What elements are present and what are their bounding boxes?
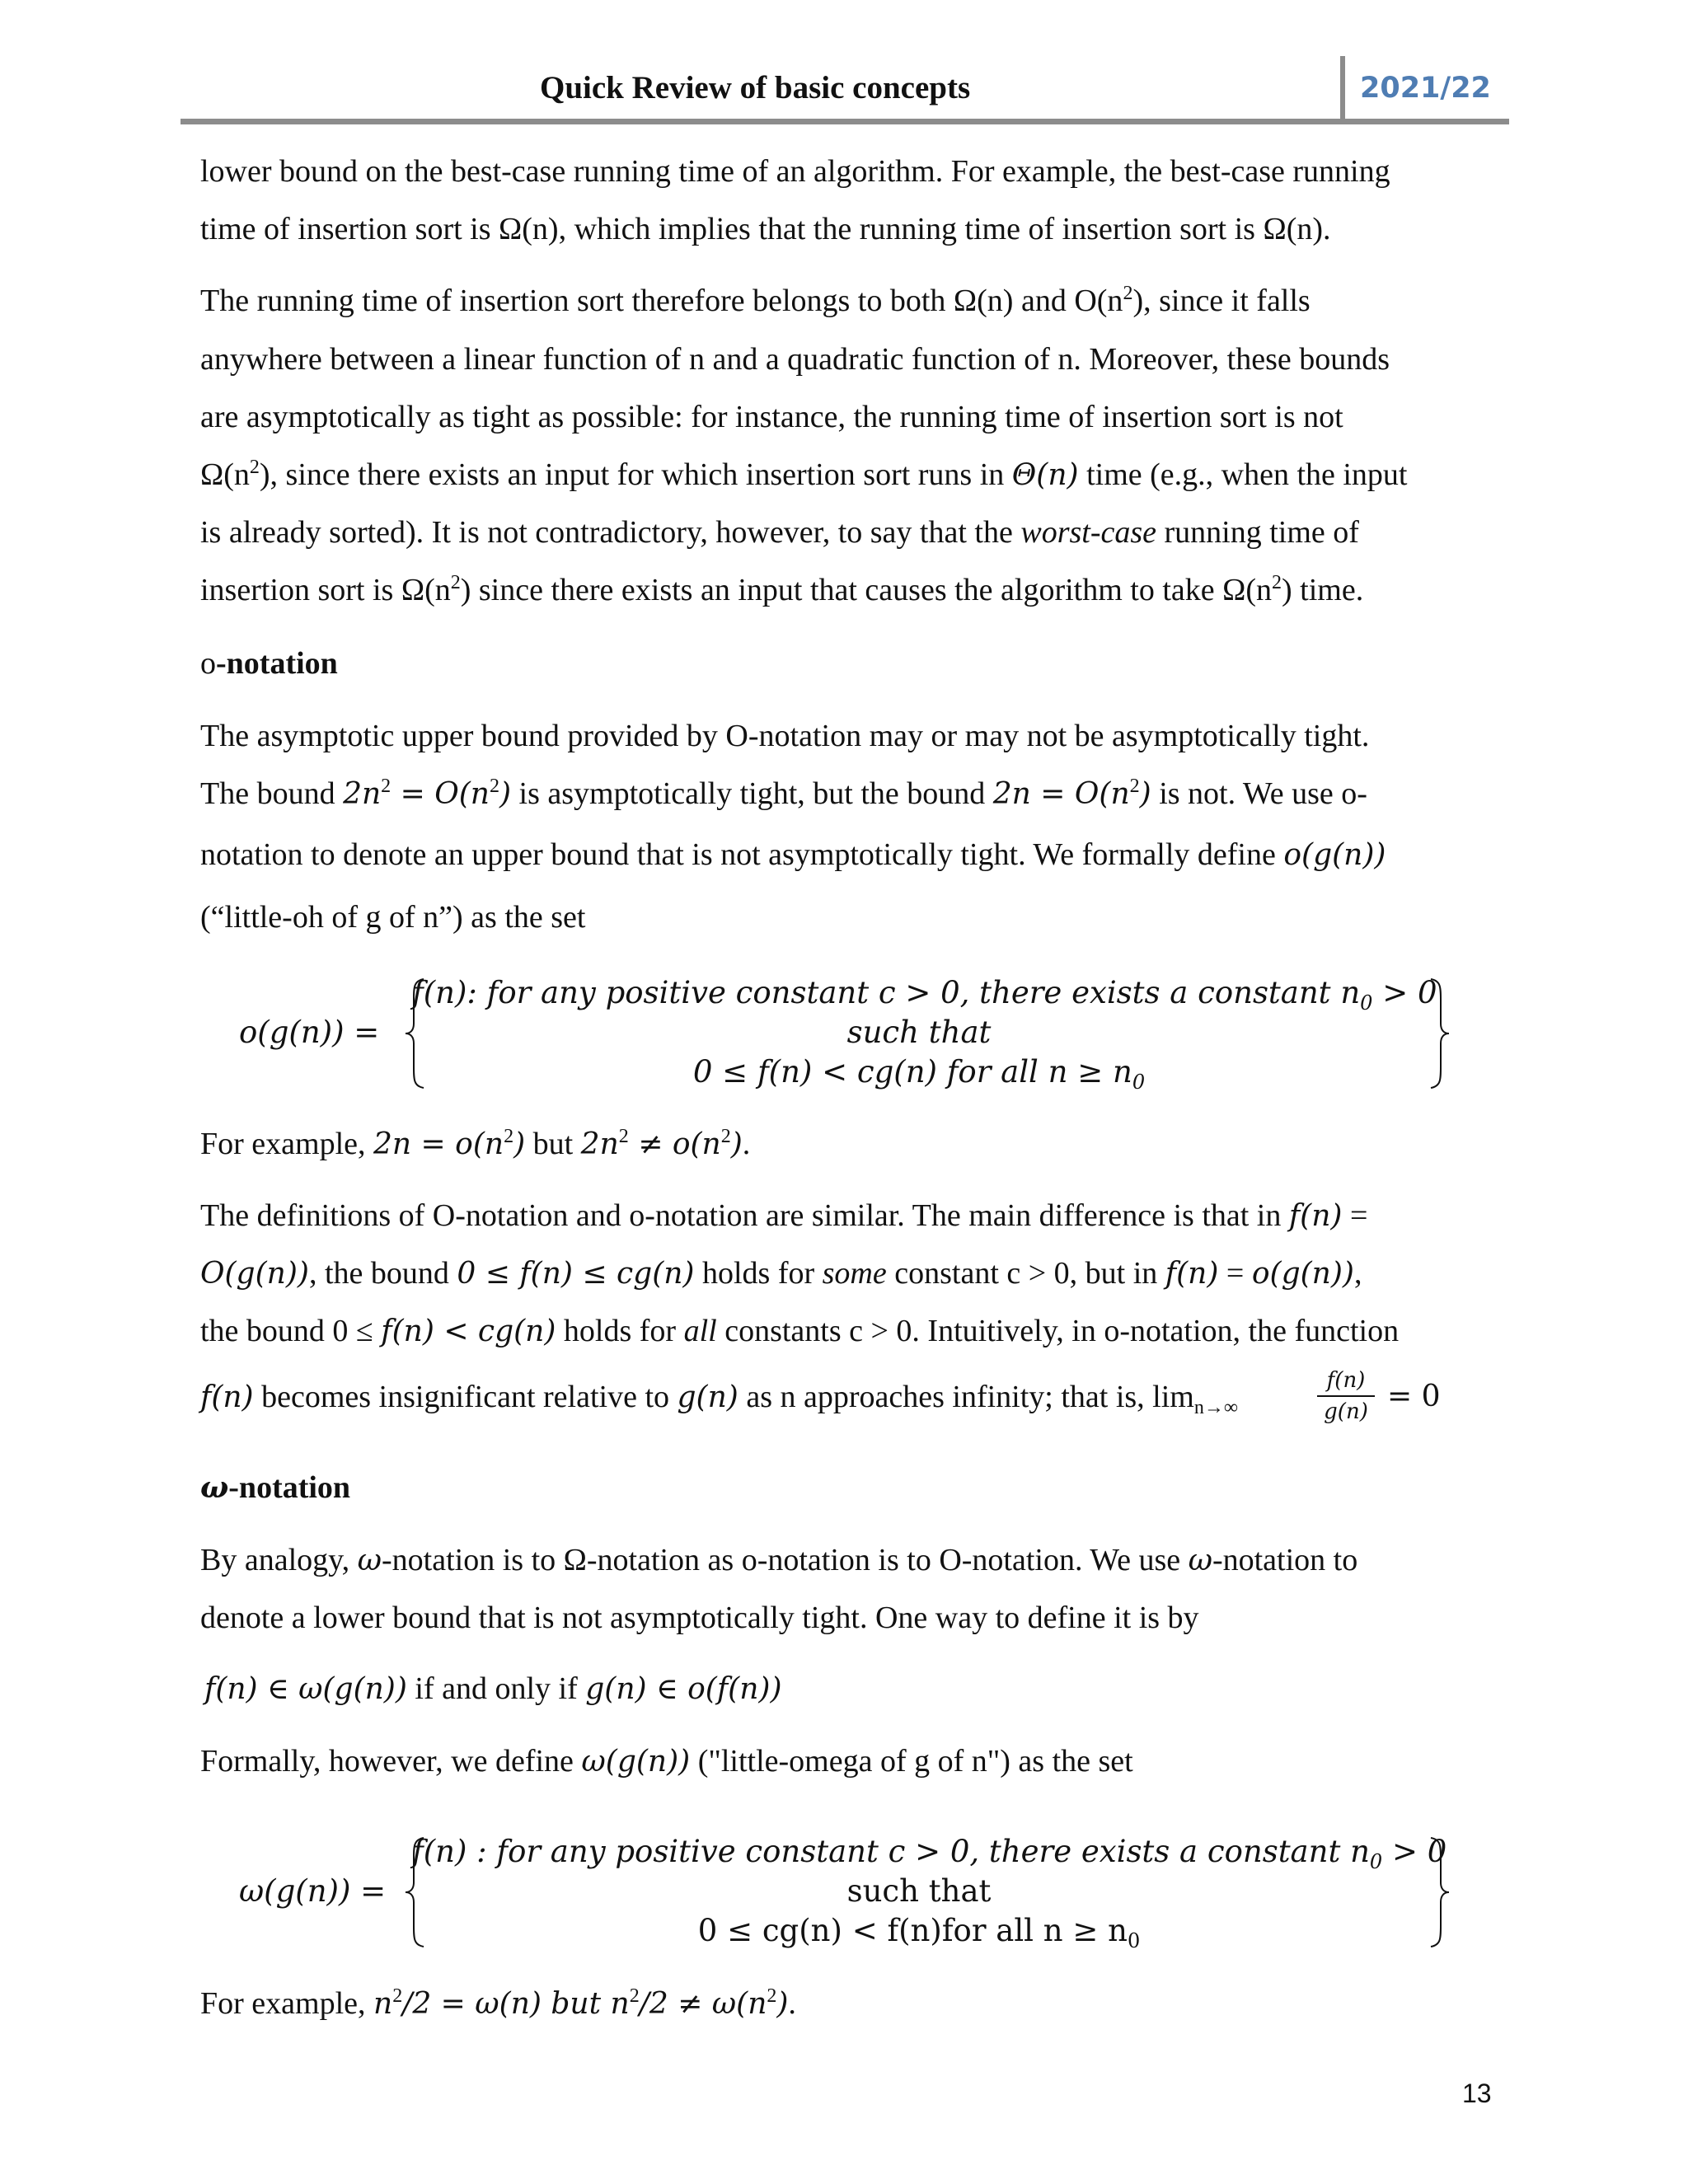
header-separator — [1340, 56, 1345, 119]
paragraph-line: anywhere between a linear function of n and a quadratic function of n. Moreover, these bounds — [200, 342, 1390, 377]
fraction-numerator: f(n) — [1326, 1368, 1366, 1393]
paragraph-line: are asymptotically as tight as possible: for instance, the running time of insertion sort is not — [200, 400, 1343, 434]
fraction-bar — [1317, 1395, 1375, 1397]
paragraph-line: is already sorted). It is not contradictory, however, to say that the worst-case running time of — [200, 515, 1359, 550]
header-year: 2021/22 — [1360, 72, 1491, 105]
paragraph-line: the bound 0 ≤ f(n) < cg(n) holds for all constants c > 0. Intuitively, in o-notation, the function — [200, 1314, 1400, 1348]
paragraph-line: The running time of insertion sort therefore belongs to both Ω(n) and $O(n^2)$, since it falls — [200, 283, 1311, 318]
paragraph-line: The asymptotic upper bound provided by O-notation may or may not be asymptotically tight. — [200, 719, 1370, 753]
paragraph-line: (“little-oh of g of n”) as the set — [200, 900, 586, 935]
right-brace-icon — [1428, 1835, 1452, 1950]
header-rule — [181, 119, 1509, 124]
paragraph-line: time of insertion sort is Ω(n), which implies that the running time of insertion sort is Ω(n). — [200, 212, 1331, 246]
right-brace-icon — [1428, 976, 1452, 1091]
limit-result: = 0 — [1387, 1380, 1441, 1413]
header-title: Quick Review of basic concepts — [540, 70, 971, 105]
paragraph-line: For example, $n^2/2 = \omega(n)$ but $n^2/2 \ne \omega(n^2)$. — [200, 1985, 796, 2021]
section-heading-omega-notation: ω-notation — [200, 1470, 351, 1505]
equation-line: such that — [846, 1873, 992, 1909]
paragraph-line: f(n) ∈ ω(g(n)) if and only if g(n) ∈ o(f(n)) — [204, 1671, 782, 1706]
paragraph-line: For example, $2n = o(n^2)$ but $2n^2 \ne o(n^2)$. — [200, 1126, 751, 1161]
paragraph-line: f(n) becomes insignificant relative to g(n) as n approaches infinity; that is, $\lim_{n\to\infty}$ — [200, 1380, 1238, 1418]
equation-line: f(n): for any positive constant c > 0, there exists a constant $n_0 > 0$ — [412, 975, 1437, 1015]
fraction-denominator: g(n) — [1324, 1399, 1368, 1424]
paragraph-line: insertion sort is $\Omega(n^2)$ since there exists an input that causes the algorithm to take $\Omega(n^2)$ time. — [200, 572, 1364, 607]
paragraph-line: The bound $2n^2 = O(n^2)$ is asymptotically tight, but the bound $2n = O(n^2)$ is not. We use o- — [200, 776, 1367, 811]
paragraph-line: lower bound on the best-case running time of an algorithm. For example, the best-case running — [200, 154, 1390, 189]
paragraph-line: denote a lower bound that is not asymptotically tight. One way to define it is by — [200, 1601, 1199, 1635]
paragraph-line: Formally, however, we define ω(g(n)) ("little-omega of g of n") as the set — [200, 1744, 1133, 1779]
equation-line: 0 ≤ cg(n) < f(n)for all $n \ge n_0$ — [697, 1913, 1141, 1952]
equation-line: such that — [846, 1015, 992, 1050]
equation-line: 0 ≤ f(n) < cg(n) for all $n \ge n_0$ — [692, 1054, 1146, 1094]
paragraph-line: By analogy, ω-notation is to Ω-notation as o-notation is to O-notation. We use ω-notation to — [200, 1543, 1358, 1577]
equation-line: f(n) : for any positive constant c > 0, there exists a constant $n_0 > 0$ — [412, 1834, 1447, 1873]
paragraph-line: notation to denote an upper bound that is not asymptotically tight. We formally define o(g(n)) — [200, 837, 1386, 872]
paragraph-line: $\Omega(n^2)$, since there exists an input for which insertion sort runs in Θ(n) time (e.g., when the input — [200, 457, 1408, 492]
paragraph-line: The definitions of O-notation and o-notation are similar. The main difference is that in f(n) = — [200, 1198, 1368, 1233]
equation-lhs: o(g(n)) = — [239, 1015, 380, 1050]
paragraph-line: O(g(n)), the bound 0 ≤ f(n) ≤ cg(n) holds for some constant c > 0, but in f(n) = o(g(n)), — [200, 1256, 1362, 1291]
page-number: 13 — [1462, 2079, 1492, 2108]
section-heading-o-notation: o-notation — [200, 646, 338, 681]
limit-fraction — [1317, 1368, 1375, 1424]
equation-lhs: ω(g(n)) = — [239, 1873, 387, 1909]
